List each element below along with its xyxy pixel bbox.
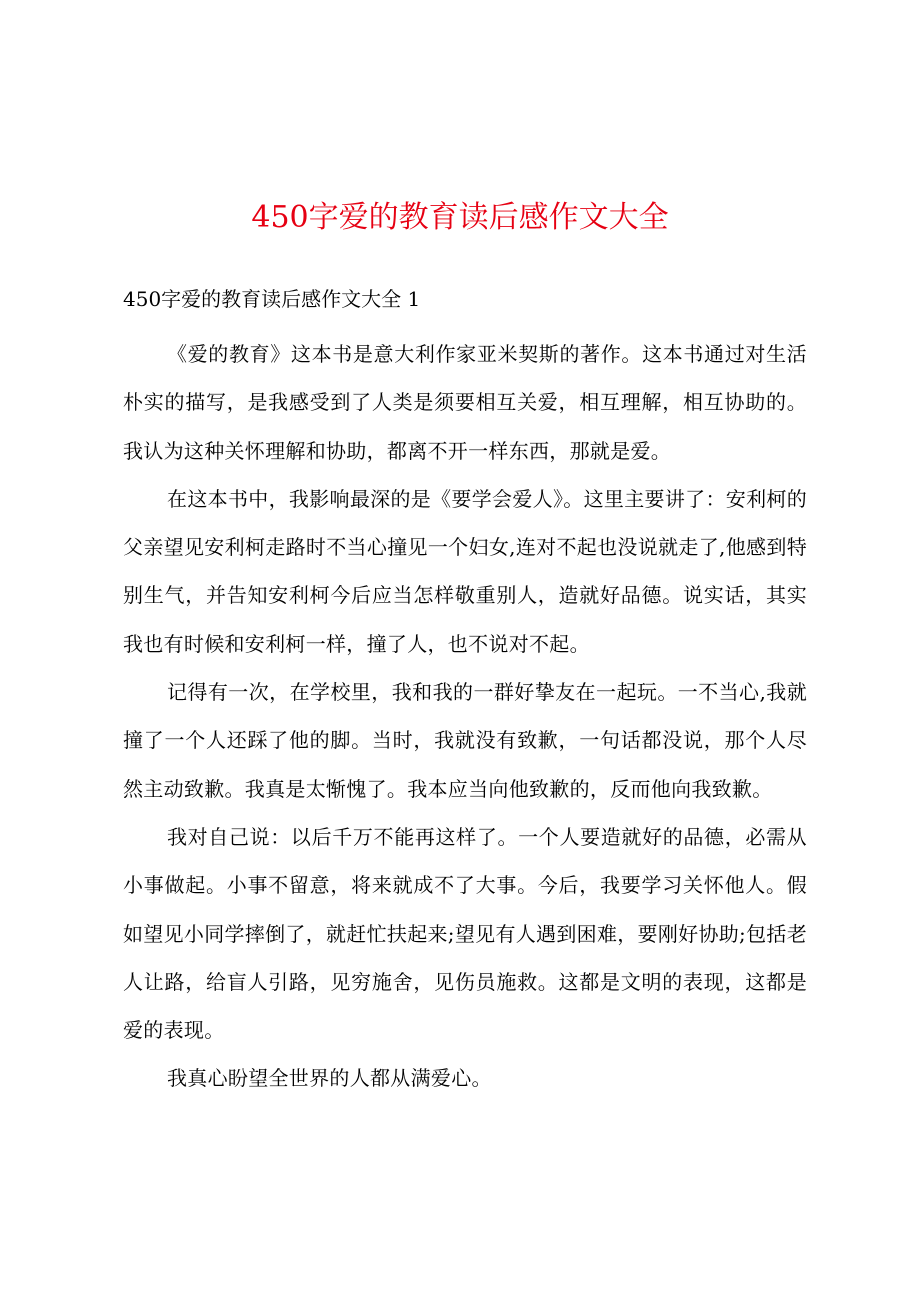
document-title: 450字爱的教育读后感作文大全 xyxy=(251,200,669,235)
paragraph: 我真心盼望全世界的人都从满爱心。 xyxy=(167,1066,492,1091)
document-subtitle: 450字爱的教育读后感作文大全 1 xyxy=(123,287,421,311)
document-body xyxy=(123,330,807,1103)
paragraph: 《爱的教育》这本书是意大利作家亚米契斯的著作。这本书通过对生活朴实的描写，是我感受到了人类是须要相互关爱，相互理解，相互协助的。我认为这种关怀理解和协助，都离不开一样东西，那就是爱。 xyxy=(123,342,807,463)
paragraph: 记得有一次，在学校里，我和我的一群好挚友在一起玩。一不当心,我就撞了一个人还踩了他的脚。当时，我就没有致歉，一句话都没说，那个人尽然主动致歉。我真是太惭愧了。我本应当向他致歉的，反而他向我致歉。 xyxy=(123,680,807,801)
paragraph: 在这本书中，我影响最深的是《要学会爱人》。这里主要讲了：安利柯的父亲望见安利柯走路时不当心撞见一个妇女,连对不起也没说就走了,他感到特别生气，并告知安利柯今后应当怎样敬重别人，造就好品德。说实话，其实我也有时候和安利柯一样，撞了人，也不说对不起。 xyxy=(123,486,807,656)
paragraph: 我对自己说：以后千万不能再这样了。一个人要造就好的品德，必需从小事做起。小事不留意，将来就成不了大事。今后，我要学习关怀他人。假如望见小同学摔倒了，就赶忙扶起来;望见有人遇到困难，要刚好协助;包括老人让路，给盲人引路，见穷施舍，见伤员施救。这都是文明的表现，这都是爱的表现。 xyxy=(123,824,807,1043)
